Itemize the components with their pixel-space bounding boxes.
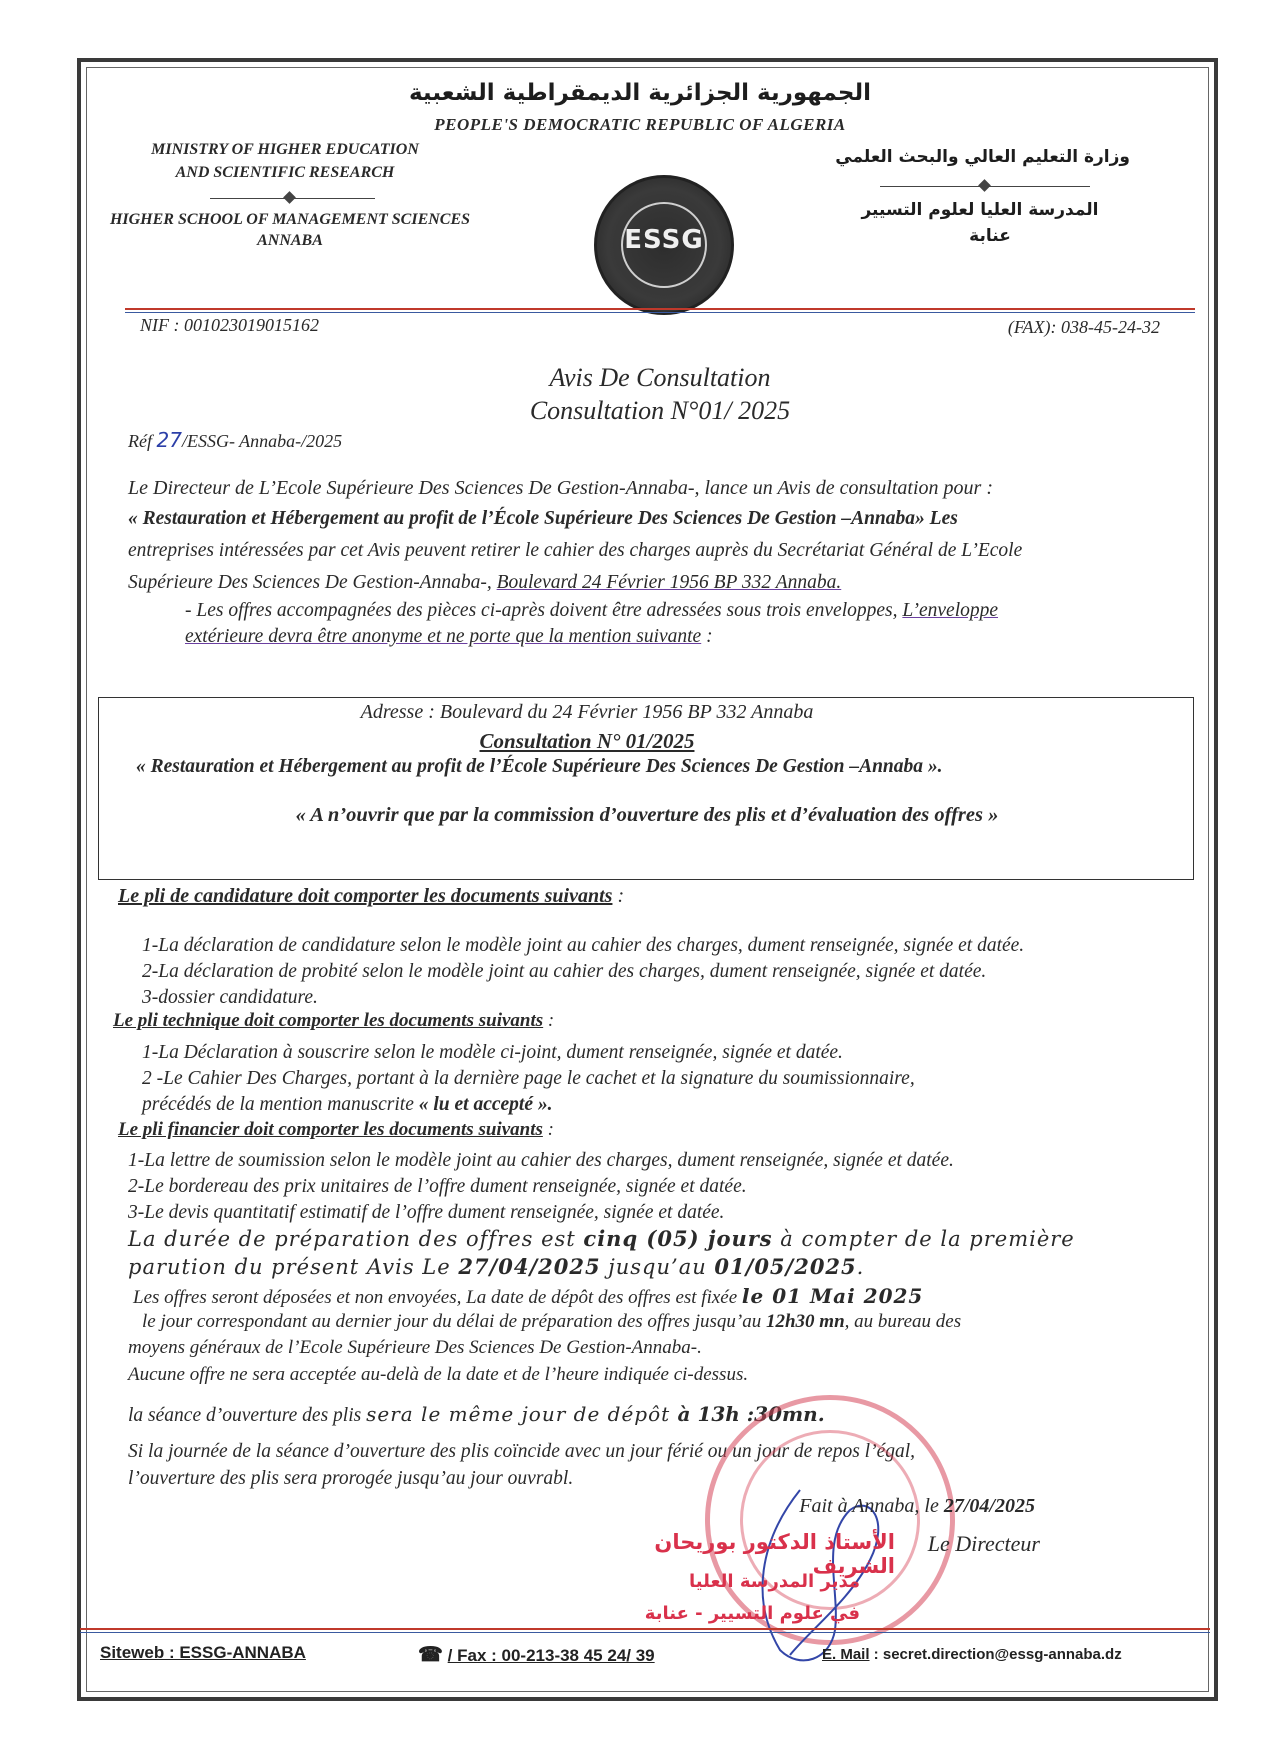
deposit-detail-end: , au bureau des	[844, 1311, 962, 1332]
financier-title-text: Le pli financier doit comporter les documents suivants	[118, 1119, 543, 1140]
intro-line3: entreprises intéressées par cet Avis peuvent retirer le cahier des charges auprès du Secrétariat Général de L’Ecole	[128, 540, 1023, 561]
intro-line6	[185, 626, 1195, 648]
deadline-end-date: 01/05/2025	[714, 1254, 857, 1279]
ministry-line1: MINISTRY OF HIGHER EDUCATION	[151, 141, 419, 158]
holiday-line1: Si la journée de la séance d’ouverture des plis coïncide avec un jour férié ou un jour de repos l’égal,	[128, 1441, 916, 1462]
opening-same-day: sera le même jour de dépôt	[366, 1402, 678, 1426]
signature-role: Le Directeur	[927, 1531, 1040, 1556]
footer-rule-blue	[80, 1632, 1210, 1633]
intro-line5	[185, 600, 1195, 622]
opening-time: à 13h :30mn.	[677, 1402, 825, 1426]
ministry-line2: AND SCIENTIFIC RESEARCH	[175, 164, 395, 181]
email-value: : secret.direction@essg-annaba.dz	[869, 1646, 1122, 1663]
intro-line4-text: Supérieure Des Sciences De Gestion-Annaba-,	[128, 572, 497, 593]
deposit-text: Les offres seront déposées et non envoyées, La date de dépôt des offres est fixée	[133, 1287, 742, 1308]
arabic-city: عنابة	[969, 226, 1011, 246]
deadline-period: .	[856, 1255, 865, 1279]
list-item: 3-dossier candidature.	[142, 987, 318, 1008]
intro-line5-text: - Les offres accompagnées des pièces ci-après doivent être adressées sous trois enveloppes,	[185, 600, 903, 621]
envelope-mention-box	[98, 697, 1194, 880]
school-line1: HIGHER SCHOOL OF MANAGEMENT SCIENCES	[109, 211, 471, 228]
footer-rule-red	[80, 1628, 1210, 1630]
financier-section-title	[118, 1119, 554, 1141]
footer-email	[822, 1646, 1122, 1663]
list-item: 2-Le bordereau des prix unitaires de l’offre dument renseignée, signée et datée.	[128, 1176, 747, 1197]
deadline-line6: Aucune offre ne sera acceptée au-delà de la date et de l’heure indiquée ci-dessus.	[128, 1364, 749, 1385]
intro-line2: « Restauration et Hébergement au profit de l’École Supérieure Des Sciences De Gestion –Annaba» Les	[128, 508, 958, 529]
signature-date: 27/04/2025	[943, 1495, 1035, 1517]
deadline-line3	[133, 1284, 1213, 1309]
envelope-address: Adresse : Boulevard du 24 Février 1956 BP 332 Annaba	[360, 701, 814, 723]
footer-phone-fax	[418, 1642, 655, 1667]
school-address: Boulevard 24 Février 1956 BP 332 Annaba.	[496, 572, 842, 593]
deadline-until: jusqu’au	[600, 1255, 715, 1279]
nif-number: NIF : 001023019015162	[140, 315, 319, 335]
deadline-parution: parution du présent Avis Le	[128, 1255, 459, 1279]
arabic-ministry: وزارة التعليم العالي والبحث العلمي	[835, 147, 1130, 167]
candidature-list	[142, 933, 1202, 1011]
deadline-line4	[142, 1311, 1212, 1333]
ref-suffix: /ESSG- Annaba-/2025	[181, 431, 343, 451]
deposit-date: le 01 Mai 2025	[741, 1284, 924, 1308]
list-item: 2-La déclaration de probité selon le modèle joint au cahier des charges, dument renseignée, signée et datée.	[142, 961, 987, 982]
signature-place: Fait à Annaba, le	[799, 1495, 944, 1517]
deadline-line5: moyens généraux de l’Ecole Supérieure Des Sciences De Gestion-Annaba-.	[128, 1337, 702, 1358]
deadline-line2	[128, 1254, 1208, 1279]
candidature-title-text: Le pli de candidature doit comporter les documents suivants	[118, 885, 613, 907]
signature-arabic-title: مدير المدرسة العليا	[689, 1571, 860, 1592]
list-item: 1-La lettre de soumission selon le modèle joint au cahier des charges, dument renseignée, signée et datée.	[128, 1150, 954, 1171]
financier-list	[128, 1148, 1198, 1226]
doc-subtitle: Consultation N°01/ 2025	[529, 396, 791, 425]
technique-item2-bold: « lu et accepté ».	[418, 1094, 553, 1115]
signature-arabic-school: في علوم التسيير - عنابة	[644, 1603, 860, 1624]
list-item-continuation	[142, 1092, 1202, 1118]
technique-section-title	[113, 1010, 554, 1032]
footer-site: Siteweb : ESSG-ANNABA	[100, 1643, 306, 1662]
email-label: E. Mail	[822, 1646, 870, 1663]
school-line2: ANNABA	[257, 232, 323, 249]
phone-fax-text: / Fax : 00-213-38 45 24/ 39	[447, 1646, 655, 1665]
holiday-line2: l’ouverture des plis sera prorogée jusqu’au jour ouvrabl.	[128, 1468, 574, 1489]
republic-title: PEOPLE'S DEMOCRATIC REPUBLIC OF ALGERIA	[434, 115, 846, 134]
doc-title: Avis De Consultation	[549, 363, 771, 392]
technique-title-colon: :	[543, 1010, 555, 1031]
envelope-warning: « A n’ouvrir que par la commission d’ouverture des plis et d’évaluation des offres »	[295, 804, 999, 826]
deposit-time: 12h30 mn	[765, 1311, 845, 1332]
list-item: 1-La Déclaration à souscrire selon le modèle ci-joint, dument renseignée, signée et datée.	[142, 1042, 843, 1063]
deadline-line1	[128, 1226, 1208, 1251]
fax-number: (FAX): 038-45-24-32	[1007, 317, 1160, 337]
intro-line1: Le Directeur de L’Ecole Supérieure Des Sciences De Gestion-Annaba-, lance un Avis de consultation pour :	[128, 477, 993, 499]
deposit-detail: le jour correspondant au dernier jour du délai de préparation des offres jusqu’au	[142, 1311, 766, 1332]
header-rule-blue	[125, 312, 1195, 313]
intro-line6-underlined: extérieure devra être anonyme et ne porte que la mention suivante	[185, 626, 702, 647]
technique-list	[142, 1040, 1202, 1118]
opening-session-line	[128, 1402, 1208, 1427]
reference	[128, 428, 342, 452]
arabic-republic-title: الجمهورية الجزائرية الديمقراطية الشعبية	[408, 80, 872, 106]
financier-title-colon: :	[542, 1119, 554, 1140]
list-item: 1-La déclaration de candidature selon le modèle joint au cahier des charges, dument renseignée, signée et datée.	[142, 935, 1025, 956]
technique-title-text: Le pli technique doit comporter les documents suivants	[113, 1010, 544, 1031]
deadline-days: cinq (05) jours	[583, 1226, 773, 1251]
intro-line4	[128, 572, 1198, 594]
signature-arabic-name: الأستاذ الدكتور بوريحان الشريف	[654, 1530, 895, 1578]
phone-icon: ☎	[418, 1644, 443, 1666]
technique-item2-cont: précédés de la mention manuscrite	[142, 1094, 419, 1115]
ref-handwritten-number: 27	[156, 428, 182, 452]
candidature-title-colon: :	[612, 885, 625, 907]
envelope-consultation: Consultation N° 01/2025	[479, 729, 695, 753]
logo-text: ESSG	[624, 225, 704, 255]
ref-prefix: Réf	[128, 431, 152, 451]
signature-place-date	[725, 1495, 1035, 1518]
list-item: 2 -Le Cahier Des Charges, portant à la dernière page le cachet et la signature du soumissionnaire,	[142, 1068, 915, 1089]
header-rule-red	[125, 308, 1195, 310]
intro-line5-underlined: L’enveloppe	[902, 600, 999, 621]
deadline-text: La durée de préparation des offres est	[128, 1227, 584, 1251]
deadline-text-end: à compter de la première	[772, 1227, 1075, 1251]
opening-text: la séance d’ouverture des plis	[128, 1405, 367, 1426]
deadline-start-date: 27/04/2025	[458, 1254, 601, 1279]
candidature-section-title	[118, 885, 624, 908]
essg-logo	[594, 175, 734, 315]
list-item: 3-Le devis quantitatif estimatif de l’offre dument renseignée, signée et datée.	[128, 1202, 725, 1223]
intro-line6-end: :	[701, 626, 713, 647]
arabic-school: المدرسة العليا لعلوم التسيير	[861, 200, 1099, 220]
envelope-object: « Restauration et Hébergement au profit de l’École Supérieure Des Sciences De Gestion –Annaba ».	[136, 756, 943, 777]
